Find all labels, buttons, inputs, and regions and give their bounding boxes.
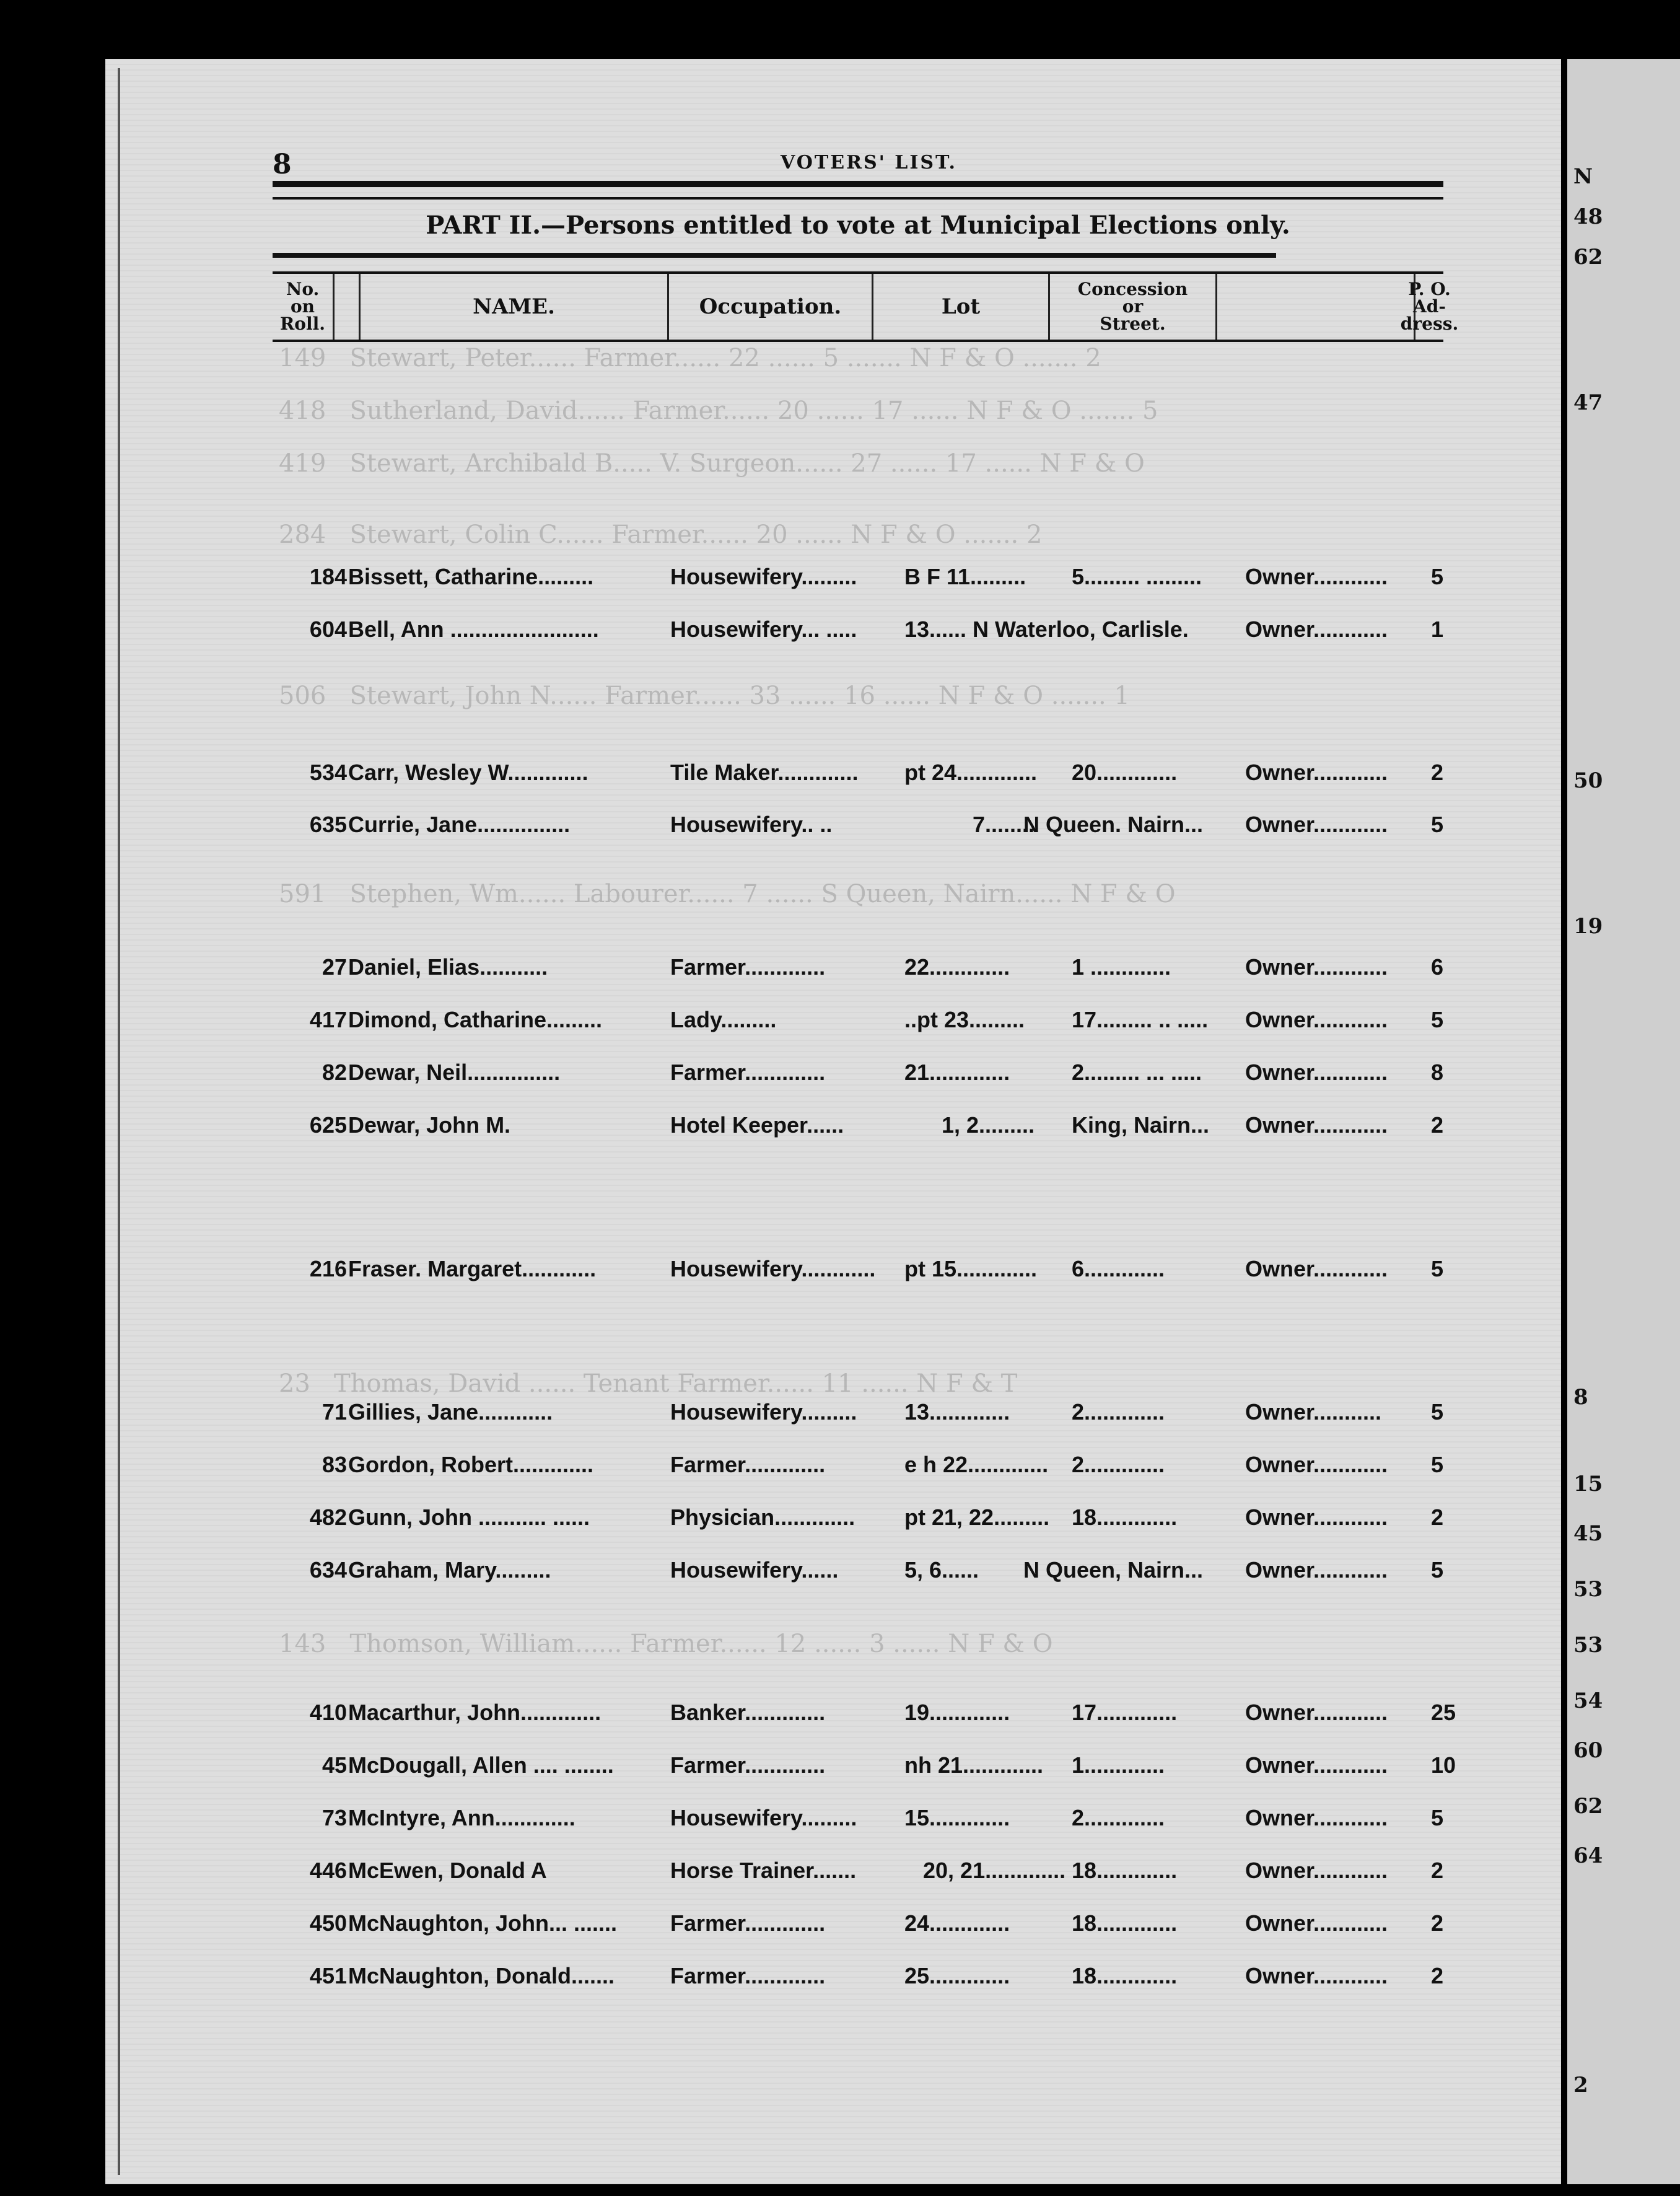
header-no-on-roll: No. on Roll. — [273, 274, 335, 340]
ownership: Owner............ — [1245, 1858, 1388, 1883]
voter-name: McIntyre, Ann............. — [348, 1805, 575, 1830]
roll-number: 604 — [309, 617, 347, 642]
po-address: 5 — [1431, 1452, 1444, 1477]
concession: 2............. — [1072, 1399, 1165, 1425]
voter-name: Macarthur, John............. — [348, 1700, 602, 1725]
concession: 1 ............. — [1072, 954, 1171, 980]
binding-edge — [118, 68, 120, 2175]
voter-name: Daniel, Elias........... — [348, 954, 548, 980]
po-address: 2 — [1431, 1504, 1444, 1530]
ownership: Owner............ — [1245, 1805, 1388, 1830]
next-page-fragment: 53 — [1573, 1577, 1603, 1602]
po-address: 5 — [1431, 812, 1444, 837]
voter-name: Dewar, Neil............... — [348, 1060, 561, 1085]
adjacent-page-edge — [1567, 59, 1680, 2184]
ownership: Owner............ — [1245, 1910, 1388, 1936]
lot: pt 15............. — [904, 1256, 1038, 1281]
voter-name: Gillies, Jane............ — [348, 1399, 553, 1425]
roll-number: 184 — [309, 564, 347, 589]
voter-name: McNaughton, John... ....... — [348, 1910, 617, 1936]
lot: 7........ — [973, 812, 1035, 837]
voter-name: McEwen, Donald A — [348, 1858, 547, 1883]
table-row — [273, 1504, 1443, 1535]
lot: 13............. — [904, 1399, 1010, 1425]
bleed-through-text: 418 Sutherland, David...... Farmer...... 20 ...... 17 ...... N F & O ....... 5 — [279, 397, 1158, 425]
po-address: 5 — [1431, 1557, 1444, 1583]
header-occupation: Occupation. — [669, 274, 873, 340]
concession: 20............. — [1072, 760, 1178, 785]
next-page-fragment: 54 — [1573, 1689, 1603, 1713]
table-row — [273, 564, 1443, 595]
bleed-through-text: 506 Stewart, John N...... Farmer...... 33 ...... 16 ...... N F & O ....... 1 — [279, 682, 1130, 710]
header-lot: Lot — [873, 274, 1050, 340]
table-row — [273, 1557, 1443, 1588]
lot: 1, 2......... — [942, 1112, 1035, 1138]
voter-name: McNaughton, Donald....... — [348, 1963, 615, 1988]
lot: 15............. — [904, 1805, 1010, 1830]
roll-number: 83 — [322, 1452, 347, 1477]
lot: 25............. — [904, 1963, 1010, 1988]
next-page-fragment: 64 — [1573, 1843, 1603, 1868]
header-name: NAME. — [361, 274, 669, 340]
occupation: Housewifery............ — [670, 1256, 876, 1281]
concession: 18............. — [1072, 1963, 1178, 1988]
next-page-fragment: 19 — [1573, 914, 1603, 939]
po-address: 2 — [1431, 1963, 1444, 1988]
ownership: Owner............ — [1245, 812, 1388, 837]
table-row — [273, 1060, 1443, 1091]
roll-number: 482 — [309, 1504, 347, 1530]
next-page-fragment: 2 — [1573, 2073, 1588, 2097]
lot: 22............. — [904, 954, 1010, 980]
occupation: Physician............. — [670, 1504, 855, 1530]
table-row — [273, 1256, 1443, 1287]
po-address: 2 — [1431, 760, 1444, 785]
voter-name: Bell, Ann ........................ — [348, 617, 599, 642]
concession: 18............. — [1072, 1910, 1178, 1936]
ownership: Owner............ — [1245, 1504, 1388, 1530]
roll-number: 634 — [309, 1557, 347, 1583]
po-address: 5 — [1431, 564, 1444, 589]
po-address: 8 — [1431, 1060, 1444, 1085]
concession: 17......... .. ..... — [1072, 1007, 1209, 1032]
po-address: 5 — [1431, 1805, 1444, 1830]
next-page-fragment: 47 — [1573, 390, 1603, 415]
lot: pt 24............. — [904, 760, 1038, 785]
next-page-fragment: 53 — [1573, 1633, 1603, 1658]
part-heading-rule — [273, 253, 1276, 258]
voter-name: Bissett, Catharine......... — [348, 564, 594, 589]
ownership: Owner............ — [1245, 1256, 1388, 1281]
voter-name: Graham, Mary......... — [348, 1557, 551, 1583]
table-row — [273, 1399, 1443, 1430]
table-row — [273, 1112, 1443, 1143]
next-page-fragment: 50 — [1573, 768, 1603, 793]
concession: 1............. — [1072, 1752, 1165, 1778]
roll-number: 450 — [309, 1910, 347, 1936]
roll-number: 27 — [322, 954, 347, 980]
po-address: 6 — [1431, 954, 1444, 980]
roll-number: 71 — [322, 1399, 347, 1425]
lot: ..pt 23......... — [904, 1007, 1025, 1032]
lot: 21............. — [904, 1060, 1010, 1085]
occupation: Farmer............. — [670, 1060, 826, 1085]
bleed-through-text: 284 Stewart, Colin C...... Farmer...... 20 ...... N F & O ....... 2 — [279, 520, 1043, 549]
roll-number: 45 — [322, 1752, 347, 1778]
ownership: Owner............ — [1245, 954, 1388, 980]
bleed-through-text: 419 Stewart, Archibald B..... V. Surgeon...... 27 ...... 17 ...... N F & O — [279, 449, 1145, 478]
table-header — [273, 271, 1459, 342]
table-row — [273, 1752, 1456, 1783]
ownership: Owner............ — [1245, 1452, 1388, 1477]
next-page-fragment: 45 — [1573, 1521, 1603, 1546]
table-row — [273, 1858, 1443, 1889]
occupation: Housewifery... ..... — [670, 617, 857, 642]
roll-number: 625 — [309, 1112, 347, 1138]
lot: B F 11......... — [904, 564, 1026, 589]
bleed-through-text: 149 Stewart, Peter...... Farmer...... 22 ...... 5 ....... N F & O ....... 2 — [279, 344, 1101, 372]
roll-number: 417 — [309, 1007, 347, 1032]
occupation: Farmer............. — [670, 1910, 826, 1936]
concession: 18............. — [1072, 1504, 1178, 1530]
next-page-fragment: 62 — [1573, 1794, 1603, 1819]
ownership: Owner............ — [1245, 564, 1388, 589]
next-page-fragment: 48 — [1573, 204, 1603, 229]
voter-name: Dimond, Catharine......... — [348, 1007, 603, 1032]
po-address: 2 — [1431, 1112, 1444, 1138]
ownership: Owner............ — [1245, 1752, 1388, 1778]
next-page-fragment: 15 — [1573, 1472, 1603, 1496]
roll-number: 82 — [322, 1060, 347, 1085]
table-row — [273, 760, 1443, 791]
po-address: 5 — [1431, 1007, 1444, 1032]
table-row — [273, 1805, 1443, 1836]
next-page-fragment: N — [1573, 164, 1593, 189]
header-po-address: P. O. Ad- dress. — [1400, 279, 1459, 334]
table-row — [273, 812, 1443, 843]
roll-number: 635 — [309, 812, 347, 837]
voter-name: McDougall, Allen .... ........ — [348, 1752, 614, 1778]
lot: 13...... N Waterloo, Carlisle. — [904, 617, 1189, 642]
po-address: 2 — [1431, 1858, 1444, 1883]
bleed-through-text: 591 Stephen, Wm...... Labourer...... 7 ...... S Queen, Nairn...... N F & O — [279, 880, 1176, 908]
voter-name: Carr, Wesley W............. — [348, 760, 588, 785]
concession: 17............. — [1072, 1700, 1178, 1725]
occupation: Horse Trainer....... — [670, 1858, 857, 1883]
header-rule-thin — [273, 197, 1443, 200]
table-row — [273, 617, 1443, 648]
po-address: 5 — [1431, 1399, 1444, 1425]
next-page-fragment: 8 — [1573, 1385, 1588, 1410]
concession: N Queen, Nairn... — [1023, 1557, 1204, 1583]
ownership: Owner............ — [1245, 1060, 1388, 1085]
roll-number: 73 — [322, 1805, 347, 1830]
voter-name: Currie, Jane............... — [348, 812, 571, 837]
occupation: Housewifery.. .. — [670, 812, 833, 837]
voter-name: Gunn, John ........... ...... — [348, 1504, 590, 1530]
header-spacer — [335, 274, 361, 340]
occupation: Housewifery...... — [670, 1557, 839, 1583]
next-page-fragment: 62 — [1573, 245, 1603, 270]
concession: 18............. — [1072, 1858, 1178, 1883]
po-address: 2 — [1431, 1910, 1444, 1936]
occupation: Lady......... — [670, 1007, 777, 1032]
lot: 5, 6...... — [904, 1557, 979, 1583]
lot: 24............. — [904, 1910, 1010, 1936]
header-concession: Concession or Street. — [1050, 274, 1217, 340]
lot: 19............. — [904, 1700, 1010, 1725]
table-row — [273, 1007, 1443, 1038]
part-heading: PART II.—Persons entitled to vote at Municipal Elections only. — [426, 211, 1290, 240]
lot: e h 22............. — [904, 1452, 1049, 1477]
table-row — [273, 1963, 1443, 1994]
header-rule — [273, 181, 1443, 187]
ownership: Owner............ — [1245, 760, 1388, 785]
ownership: Owner............ — [1245, 1112, 1388, 1138]
table-row — [273, 1452, 1443, 1483]
occupation: Farmer............. — [670, 1752, 826, 1778]
page-number: 8 — [273, 149, 292, 180]
lot: 20, 21............. — [923, 1858, 1066, 1883]
bleed-through-text: 143 Thomson, William...... Farmer...... 12 ...... 3 ...... N F & O — [279, 1630, 1053, 1658]
occupation: Farmer............. — [670, 1452, 826, 1477]
occupation: Hotel Keeper...... — [670, 1112, 844, 1138]
occupation: Farmer............. — [670, 954, 826, 980]
concession: N Queen. Nairn... — [1023, 812, 1204, 837]
occupation: Housewifery......... — [670, 1805, 857, 1830]
header-blank — [1217, 274, 1415, 340]
voter-name: Dewar, John M. — [348, 1112, 511, 1138]
ownership: Owner............ — [1245, 1700, 1388, 1725]
voter-name: Fraser. Margaret............ — [348, 1256, 597, 1281]
roll-number: 534 — [309, 760, 347, 785]
lot: nh 21............. — [904, 1752, 1044, 1778]
po-address: 10 — [1431, 1752, 1456, 1778]
roll-number: 446 — [309, 1858, 347, 1883]
table-row — [273, 1910, 1443, 1941]
po-address: 5 — [1431, 1256, 1444, 1281]
concession: 6............. — [1072, 1256, 1165, 1281]
ownership: Owner........... — [1245, 1399, 1382, 1425]
concession: 2......... ... ..... — [1072, 1060, 1202, 1085]
roll-number: 410 — [309, 1700, 347, 1725]
occupation: Banker............. — [670, 1700, 826, 1725]
occupation: Farmer............. — [670, 1963, 826, 1988]
ownership: Owner............ — [1245, 1557, 1388, 1583]
po-address: 1 — [1431, 617, 1444, 642]
voter-name: Gordon, Robert............. — [348, 1452, 593, 1477]
concession: 5......... ......... — [1072, 564, 1202, 589]
concession: 2............. — [1072, 1805, 1165, 1830]
ownership: Owner............ — [1245, 1007, 1388, 1032]
table-row — [273, 1700, 1456, 1731]
occupation: Housewifery......... — [670, 1399, 857, 1425]
table-row — [273, 954, 1443, 985]
lot: pt 21, 22......... — [904, 1504, 1050, 1530]
po-address: 25 — [1431, 1700, 1456, 1725]
concession: King, Nairn... — [1072, 1112, 1210, 1138]
occupation: Tile Maker............. — [670, 760, 859, 785]
bleed-through-text: 23 Thomas, David ...... Tenant Farmer...... 11 ...... N F & T — [279, 1369, 1018, 1398]
next-page-fragment: 60 — [1573, 1738, 1603, 1763]
roll-number: 451 — [309, 1963, 347, 1988]
page-title: VOTERS' LIST. — [781, 152, 957, 173]
roll-number: 216 — [309, 1256, 347, 1281]
concession: 2............. — [1072, 1452, 1165, 1477]
occupation: Housewifery......... — [670, 564, 857, 589]
ownership: Owner............ — [1245, 1963, 1388, 1988]
ownership: Owner............ — [1245, 617, 1388, 642]
